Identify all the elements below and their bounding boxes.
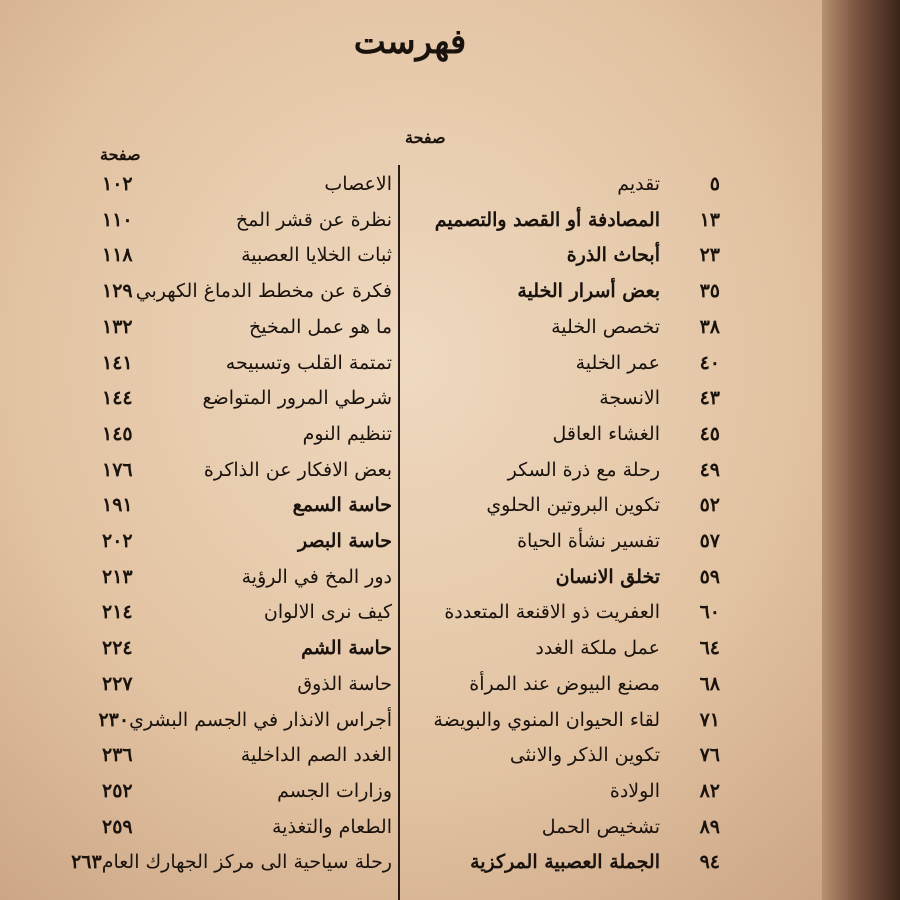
toc-page-number: ٥٩ (699, 565, 720, 588)
left-col-toc-entry (100, 559, 398, 595)
left-col-toc-entry (100, 452, 398, 488)
toc-page-number: ٢٢٧ (102, 672, 133, 695)
toc-entry-title: تقديم (617, 173, 660, 195)
toc-entry-title: الغدد الصم الداخلية (240, 744, 392, 767)
toc-entry-title: دور المخ في الرؤية (241, 565, 392, 588)
right-col-toc-entry (410, 345, 720, 381)
toc-page-number: ٢٥٩ (102, 815, 133, 838)
right-col-toc-entry (410, 523, 720, 559)
toc-page-number: ٥ (709, 173, 720, 195)
toc-page-number: ١١٨ (102, 244, 133, 267)
right-col-toc-entry (410, 666, 720, 702)
toc-page-number: ٨٢ (699, 779, 720, 802)
toc-page-number: ٢٣٦ (102, 744, 133, 767)
right-col-toc-entry (410, 773, 720, 809)
right-col-toc-entry (410, 559, 720, 595)
left-col-toc-entry (100, 202, 398, 238)
toc-page-number: ٢١٤ (102, 601, 133, 624)
toc-entry-title: حاسة الذوق (297, 672, 392, 695)
left-col-toc-entry (100, 666, 398, 702)
toc-entry-title: بعض أسرار الخلية (517, 280, 660, 303)
toc-page-number: ٨٩ (699, 815, 720, 838)
toc-page-number: ١٤١ (102, 351, 133, 374)
toc-entry-title: حاسة البصر (297, 530, 392, 552)
right-col-toc-entry (410, 844, 720, 880)
left-col-toc-entry (100, 380, 398, 416)
left-col-toc-entry (100, 166, 398, 202)
toc-entry-title: عمر الخلية (575, 351, 660, 374)
toc-page-number: ٥٢ (699, 494, 720, 517)
left-col-toc-entry (100, 237, 398, 273)
column-divider (398, 165, 400, 900)
toc-page-number: ٦٠ (699, 601, 720, 624)
toc-entry-title: المصادفة أو القصد والتصميم (434, 208, 660, 231)
toc-entry-title: كيف نرى الالوان (263, 601, 392, 624)
toc-page-number: ٤٠ (699, 351, 720, 374)
left-col-toc-entry (100, 702, 398, 738)
toc-page-number: ٦٨ (699, 672, 720, 695)
right-col-toc-entry (410, 702, 720, 738)
right-col-toc-entry (410, 809, 720, 845)
right-col-toc-entry (410, 487, 720, 523)
right-col-toc-entry (410, 166, 720, 202)
toc-entry-title: شرطي المرور المتواضع (202, 387, 392, 410)
toc-entry-title: الولادة (609, 779, 660, 802)
right-col-toc-entry (410, 202, 720, 238)
toc-page-number: ١٢٩ (102, 280, 133, 303)
toc-entry-title: نظرة عن قشر المخ (235, 208, 392, 231)
toc-page-number: ٦٤ (699, 637, 720, 660)
toc-page-number: ٢٣٠ (98, 708, 130, 731)
left-col-toc-entry (100, 594, 398, 630)
toc-entry-title: حاسة الشم (301, 637, 392, 660)
toc-page-number: ٢٠٢ (102, 530, 133, 552)
left-col-toc-entry (100, 345, 398, 381)
toc-page-number: ٢٦٣ (71, 851, 102, 874)
right-col-toc-entry (410, 452, 720, 488)
toc-entry-title: ثبات الخلايا العصبية (241, 244, 392, 267)
toc-entry-title: بعض الافكار عن الذاكرة (203, 458, 392, 481)
toc-entry-title: رحلة مع ذرة السكر (507, 458, 660, 481)
toc-page-number: ١٣ (699, 208, 720, 231)
right-col-toc-entry (410, 273, 720, 309)
right-col-toc-entry (410, 380, 720, 416)
toc-entry-title: تشخيص الحمل (541, 815, 660, 838)
left-col-toc-entry (100, 630, 398, 666)
toc-page-number: ٢٣ (699, 244, 720, 267)
right-col-toc-entry (410, 416, 720, 452)
toc-page-number: ١٤٥ (102, 422, 133, 445)
toc-page-number: ١٧٦ (102, 458, 133, 481)
toc-entry-title: تفسير نشأة الحياة (517, 530, 660, 552)
toc-page-number: ٤٣ (699, 387, 720, 410)
left-col-toc-entry (71, 844, 398, 880)
toc-entry-title: تخلق الانسان (555, 565, 660, 588)
toc-entry-title: عمل ملكة الغدد (535, 637, 660, 660)
toc-page-number: ١٤٤ (102, 387, 133, 410)
left-col-toc-entry (100, 523, 398, 559)
toc-entry-title: أبحاث الذرة (566, 244, 660, 267)
right-col-toc-entry (410, 737, 720, 773)
toc-entry-title: فكرة عن مخطط الدماغ الكهربي (135, 280, 392, 303)
toc-entry-title: الانسجة (599, 387, 660, 410)
toc-entry-title: الغشاء العاقل (552, 422, 660, 445)
toc-entry-title: مصنع البيوض عند المرأة (469, 672, 660, 695)
toc-page-number: ٤٥ (699, 422, 720, 445)
left-col-toc-entry (100, 416, 398, 452)
toc-page-number: ١١٠ (102, 208, 133, 231)
toc-entry-title: رحلة سياحية الى مركز الجهارك العام (101, 851, 392, 874)
toc-page-number: ٣٥ (699, 280, 720, 303)
toc-entry-title: تنظيم النوم (302, 422, 392, 445)
left-col-toc-entry (100, 273, 398, 309)
toc-page-number: ١٩١ (102, 494, 133, 517)
toc-page-number: ٧٦ (699, 744, 720, 767)
left-column-page-header: صفحة (100, 145, 141, 164)
page-edge-shadow (822, 0, 900, 900)
toc-page-number: ٢٥٢ (102, 779, 133, 802)
toc-page-number: ٥٧ (699, 530, 720, 552)
toc-entry-title: لقاء الحيوان المنوي والبويضة (433, 708, 660, 731)
toc-entry-title: أجراس الانذار في الجسم البشري (129, 708, 392, 731)
toc-entry-title: الطعام والتغذية (271, 815, 392, 838)
toc-entry-title: ما هو عمل المخيخ (249, 315, 392, 338)
left-col-toc-entry (100, 773, 398, 809)
left-col-toc-entry (100, 737, 398, 773)
toc-page-number: ٩٤ (699, 851, 720, 874)
right-column-page-header: صفحة (405, 128, 446, 147)
toc-entry-title: الاعصاب (324, 173, 392, 195)
right-col-toc-entry (410, 630, 720, 666)
left-col-toc-entry (100, 809, 398, 845)
left-col-toc-entry (100, 487, 398, 523)
page-title: فهرست (353, 22, 467, 62)
left-col-toc-entry (100, 309, 398, 345)
toc-page-number: ٢١٣ (102, 565, 133, 588)
toc-page-number: ٧١ (699, 708, 720, 731)
right-col-toc-entry (410, 237, 720, 273)
toc-page-number: ٢٢٤ (102, 637, 133, 660)
toc-page-number: ٤٩ (699, 458, 720, 481)
toc-entry-title: تكوين الذكر والانثى (509, 744, 660, 767)
toc-entry-title: الجملة العصبية المركزية (470, 851, 660, 874)
toc-entry-title: العفريت ذو الاقنعة المتعددة (444, 601, 660, 624)
toc-entry-title: تمتمة القلب وتسبيحه (225, 351, 392, 374)
toc-page-number: ١٠٢ (102, 173, 133, 195)
right-col-toc-entry (410, 309, 720, 345)
toc-entry-title: تخصص الخلية (551, 315, 660, 338)
toc-entry-title: تكوين البروتين الحلوي (486, 494, 660, 517)
toc-page-number: ٣٨ (699, 315, 720, 338)
toc-page-number: ١٣٢ (102, 315, 133, 338)
toc-entry-title: وزارات الجسم (277, 779, 392, 802)
right-col-toc-entry (410, 594, 720, 630)
toc-entry-title: حاسة السمع (292, 494, 392, 517)
